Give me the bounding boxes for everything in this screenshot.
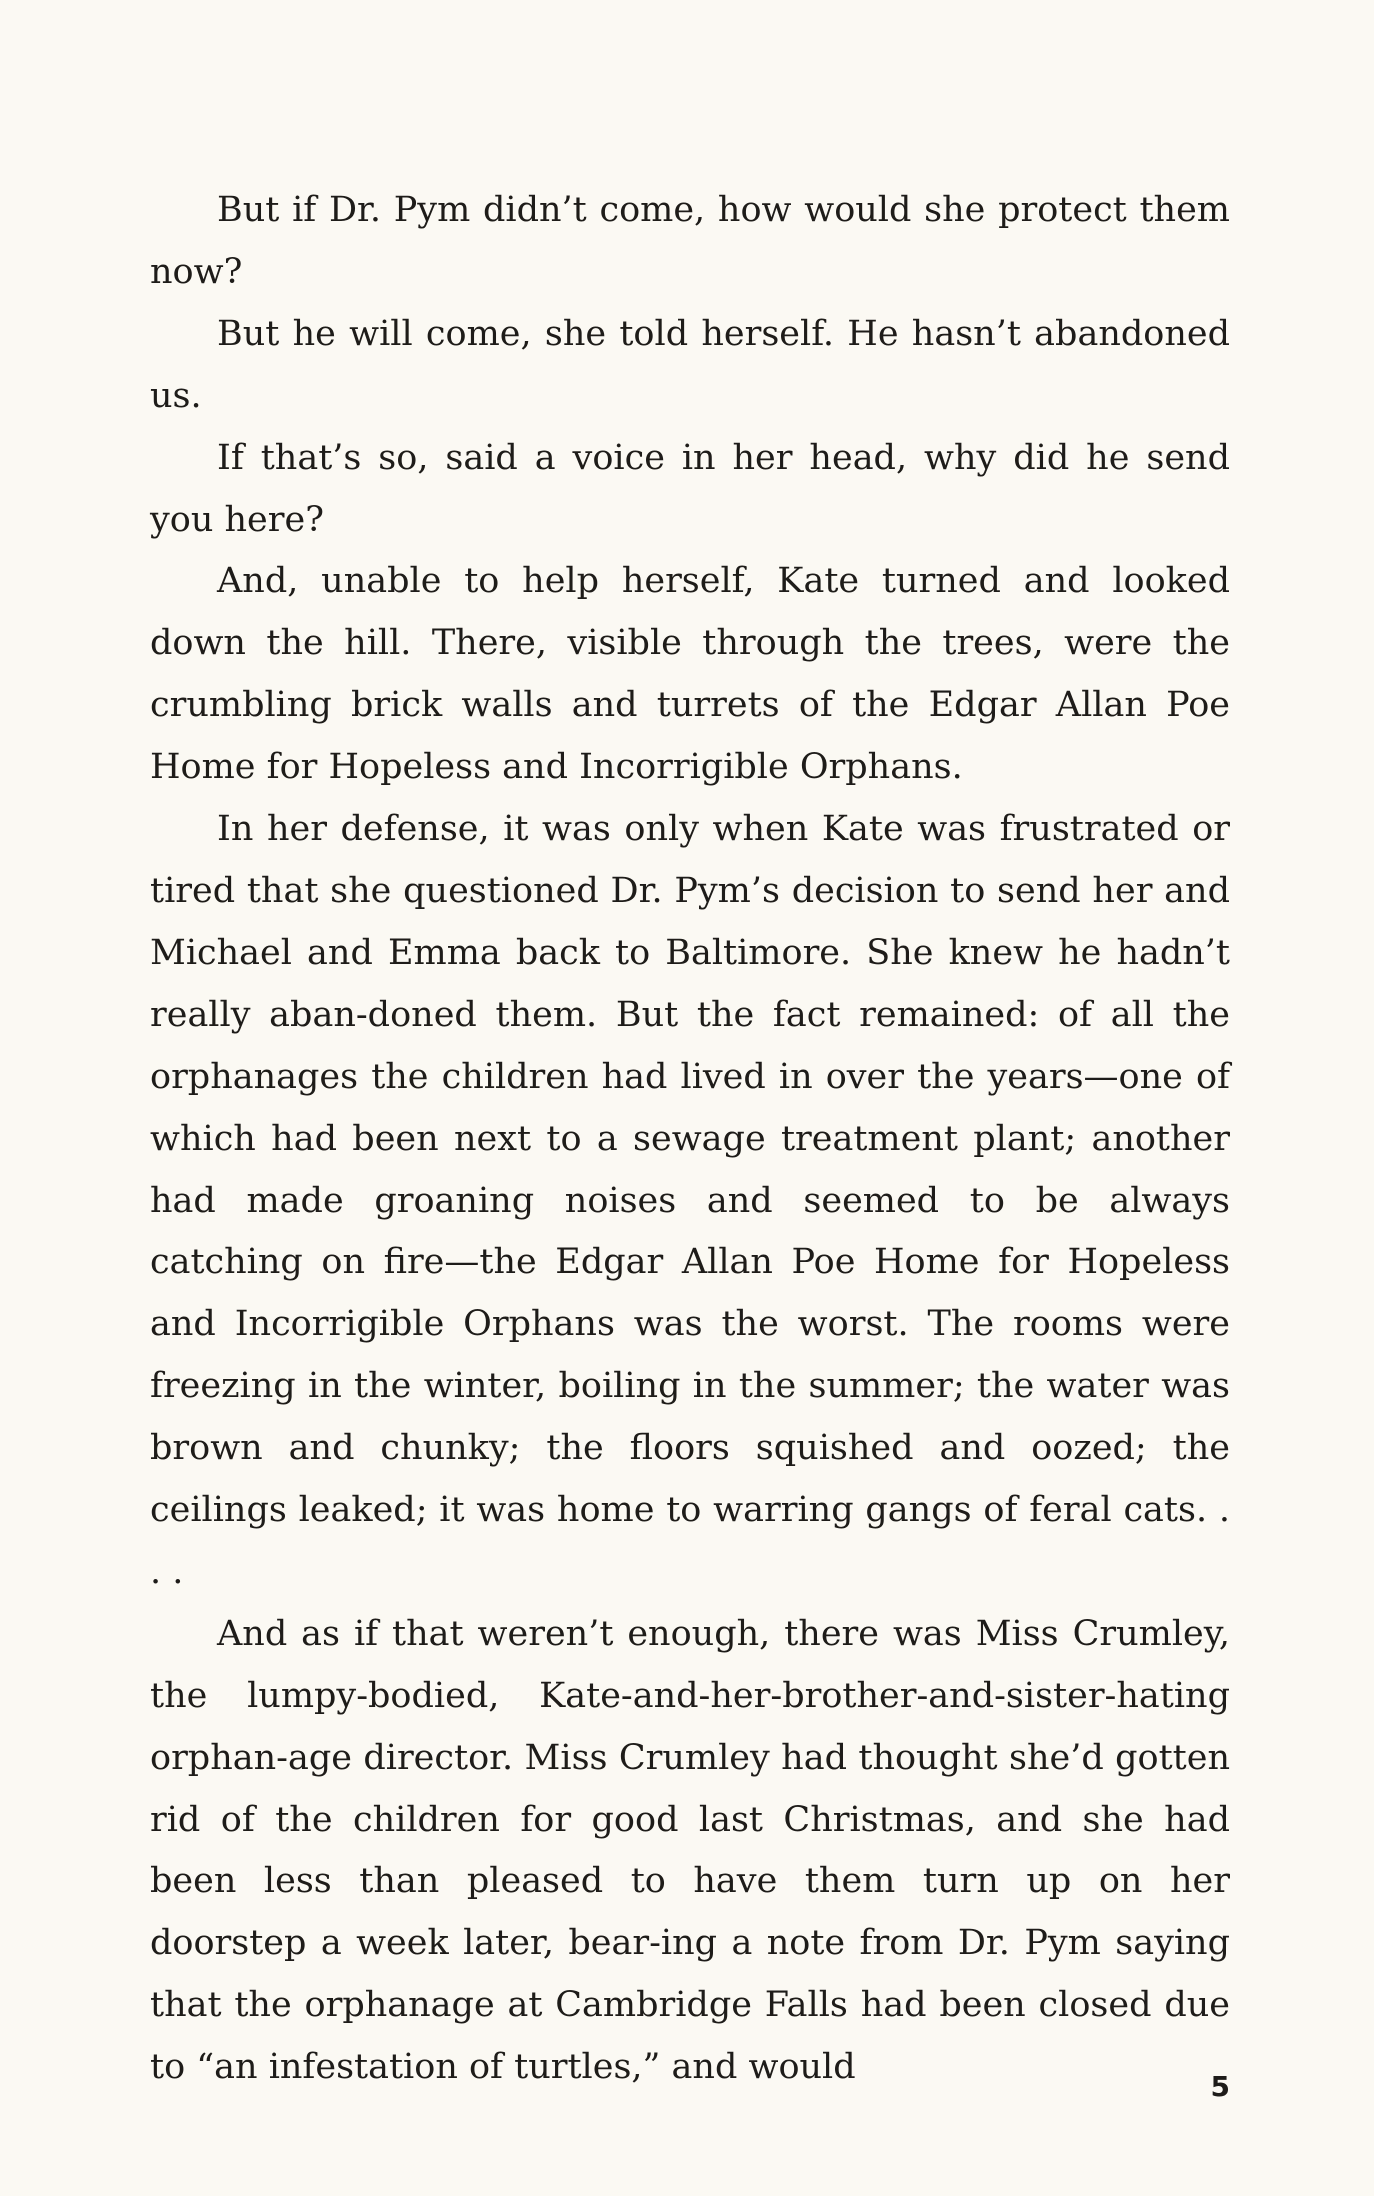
paragraph: And, unable to help herself, Kate turned and looked down the hill. There, visible through the trees, were the crumbling brick walls and turrets of the Edgar Allan Poe Home for Hopeless and Incorrigible Orphans. <box>150 561 1230 788</box>
page-number: 5 <box>1210 2070 1230 2103</box>
paragraph: If that’s so, said a voice in her head, why did he send you here? <box>150 437 1230 540</box>
paragraph: But he will come, she told herself. He hasn’t abandoned us. <box>150 313 1230 416</box>
paragraph: In her defense, it was only when Kate was frustrated or tired that she questioned Dr. Pym’s decision to send her and Michael and Emma back to Baltimore. She knew he hadn’t really aban-doned them. But the fact remained: of all the orphanages the children had lived in over the years—one of which had been next to a sewage treatment plant; another had made groaning noises and seemed to be always catching on fire—the Edgar Allan Poe Home for Hopeless and Incorrigible Orphans was the worst. The rooms were freezing in the winter, boiling in the summer; the water was brown and chunky; the floors squished and oozed; the ceilings leaked; it was home to warring gangs of feral cats. . . . <box>150 809 1230 1592</box>
paragraph: And as if that weren’t enough, there was Miss Crumley, the lumpy-bodied, Kate-and-her-brother-and-sister-hating orphan-age director. Miss Crumley had thought she’d gotten rid of the children for good last Christmas, and she had been less than pleased to have them turn up on her doorstep a week later, bear-ing a note from Dr. Pym saying that the orphanage at Cambridge Falls had been closed due to “an infestation of turtles,” and would <box>150 1613 1230 2088</box>
paragraph: But if Dr. Pym didn’t come, how would she protect them now? <box>150 190 1230 292</box>
body-text <box>150 180 1230 2099</box>
